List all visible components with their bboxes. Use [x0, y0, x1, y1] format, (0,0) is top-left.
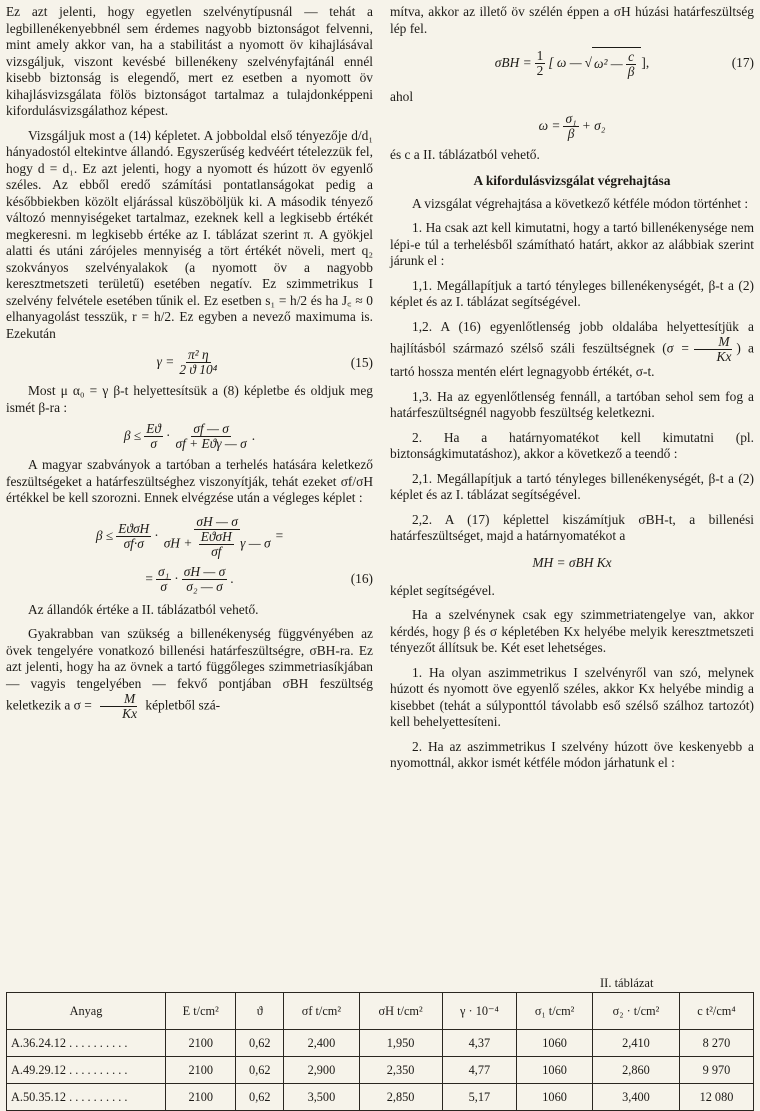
- eqb-f1-numerator: Eϑ: [146, 421, 161, 436]
- table-header-cell: σf t/cm²: [284, 993, 359, 1030]
- eq15-lhs: γ =: [156, 354, 175, 370]
- table-cell: 12 080: [679, 1084, 753, 1111]
- eqb-f2-denominator: σf + Eϑγ — σ: [175, 436, 247, 451]
- equation-16: [6, 515, 373, 559]
- eqb-f2-numerator: σf — σ: [193, 421, 229, 436]
- table-cell: 2,900: [284, 1057, 359, 1084]
- p6-sigma: σ =: [666, 340, 690, 356]
- table-cell: 2100: [166, 1057, 236, 1084]
- eq17-c-numerator: c: [628, 49, 635, 64]
- table-cell: 2,860: [592, 1057, 679, 1084]
- table-cell: 5,17: [442, 1084, 517, 1111]
- table-cell-material: A.36.24.12 . . . . . . . . . .: [7, 1030, 166, 1057]
- right-paragraph-12: Ha a szelvénynek csak egy szimmetriatengelye van, akkor kérdés, hogy β és σ képletében Kx helyébe melyik keresztmetszeti tényezőt állítsuk be. Két eset lehetséges.: [390, 607, 754, 655]
- eq16-f1-denominator: σf·σ: [123, 536, 144, 551]
- eq17-half: [535, 49, 546, 78]
- p6-fraction-numerator: M: [100, 692, 137, 707]
- eq17-bracket-close: ],: [641, 54, 650, 70]
- table-header-row: [7, 993, 754, 1030]
- left-paragraph-1: Ez azt jelenti, hogy egyetlen szelvénytípusnál — tehát a legbillenékenyebbnél sem érdemes nagyobb biztonságot felvenni, mint amely akkor van, ha a stabilitást a nyomott öv kihajlásával vizsgáljuk, viszont kevésbé billenékeny szelvényfajtánál ennél kisebb biztonság is elegendő, mert ez esetben a nyomott öv kihajlásvizsgálata fölös biztonságot tartalmaz a tulajdonképpeni kifordulásvizsgálathoz képest.: [6, 4, 373, 118]
- table-header-cell: σ₂ · t/cm²: [592, 993, 679, 1030]
- right-paragraph-2: és c a II. táblázatból vehető.: [390, 146, 540, 162]
- eq17-root: ω² —: [593, 56, 623, 72]
- p6-fraction-denominator: Kx: [122, 706, 138, 721]
- left-paragraph-3: Most μ α₀ = γ β-t helyettesítsük a (8) képletbe és oldjuk meg ismét β-ra :: [6, 383, 373, 415]
- eq17-lhs: σBH =: [494, 54, 532, 70]
- table-header-cell: γ · 10⁻⁴: [442, 993, 517, 1030]
- section-title: A kifordulásvizsgálat végrehajtása: [473, 173, 671, 188]
- eq16-f2-numerator: σH — σ: [196, 513, 238, 529]
- table-cell: 0,62: [236, 1084, 284, 1111]
- table-cell: 4,77: [442, 1057, 517, 1084]
- eq16b-dot: ·: [174, 570, 179, 586]
- right-paragraph-7: 1,3. Ha az egyenlőtlenség fennáll, a tartóban sehol sem fog a határfeszültségnél nagyobb feszültség keletkezni.: [390, 388, 754, 420]
- eq16-equals: =: [275, 528, 284, 544]
- eq16b-f2-numerator: σH — σ: [183, 563, 226, 579]
- right-column: [390, 4, 754, 772]
- table-cell: 2,350: [359, 1057, 442, 1084]
- table-cell: 2100: [166, 1030, 236, 1057]
- eq16-label: (16): [350, 570, 373, 586]
- eqb-f1-denominator: σ: [150, 436, 157, 451]
- eq17-sqrt-icon: √: [584, 54, 592, 70]
- eq16-inner-fraction: [199, 530, 234, 559]
- eq16-f2-den-a: σH +: [163, 535, 193, 551]
- eq-mh: MH = σBH Kx: [532, 555, 612, 571]
- right-paragraph-11: képlet segítségével.: [390, 582, 495, 598]
- left-paragraph-6-text: Gyakrabban van szükség a billenékenység függvényében az övek tengelyére vonatkozó billenési határfeszültségre, σBH-ra. Ez azt jelenti, hogy ha az övnek a tartó függőleges szimmetriasíkjában — vagyis tengelyében — fekvő pontjában σBH feszültség keletkezik a σ =: [6, 626, 373, 713]
- left-paragraph-6-end: képletből szá-: [145, 697, 221, 713]
- eq16b-f1-numerator: σ₁: [157, 563, 170, 579]
- right-paragraph-14: 2. Ha az aszimmetrikus I szelvény húzott öve keskenyebb a nyomottnál, akkor ismét kétféle módon járhatunk el :: [390, 738, 754, 770]
- eq16-inner-denominator: σf: [211, 543, 222, 559]
- eq16-f1-numerator: EϑσH: [118, 521, 150, 536]
- right-paragraph-10: 2,2. A (17) képlettel kiszámítjuk σBH-t, a billenési határfeszültséget, majd a határnyomatékot a: [390, 511, 754, 543]
- eq16-inner-numerator: EϑσH: [200, 528, 232, 544]
- table-cell: 0,62: [236, 1057, 284, 1084]
- right-ahol: ahol: [390, 89, 414, 104]
- table-cell: 1,950: [359, 1030, 442, 1057]
- table-cell: 1060: [517, 1084, 593, 1111]
- right-paragraph-1: mítva, akkor az illető öv szélén éppen a σH húzási határfeszültség lép fel.: [390, 4, 754, 36]
- right-paragraph-6a: 1,2. A (16) egyenlőtlenség jobb oldalába helyettesítjük a hajlításból származó szélső száli feszültségnek: [390, 318, 754, 356]
- eq16b-fraction-1: [156, 565, 171, 594]
- eq17-c-fraction: [626, 50, 637, 79]
- eq15-denominator: 2 ϑ 10⁴: [179, 362, 218, 377]
- eqb-fraction-1: [144, 422, 163, 451]
- p6-right-denominator: Kx: [716, 349, 732, 364]
- equation-omega: [390, 112, 754, 141]
- eq16b-f1-denominator: σ: [160, 578, 167, 594]
- eq15-label: (15): [350, 354, 373, 370]
- table-cell: 3,400: [592, 1084, 679, 1111]
- eq17-c-denominator: β: [627, 64, 635, 79]
- eq16b-lhs: =: [145, 570, 153, 586]
- eq17-radicand: [592, 47, 641, 79]
- eq16b-f2-denominator: σ₂ — σ: [186, 578, 223, 594]
- eq17-half-numerator: 1: [536, 47, 544, 63]
- equation-17: [390, 47, 754, 79]
- table-cell: 1060: [517, 1030, 593, 1057]
- p6-right-fraction: [693, 335, 734, 364]
- eq16b-end: .: [230, 570, 234, 586]
- constants-table: [6, 992, 754, 1111]
- table-cell: 2,400: [284, 1030, 359, 1057]
- omega-fraction: [563, 112, 578, 141]
- eq16-lhs: β ≤: [95, 528, 114, 544]
- table-cell: 1060: [517, 1057, 593, 1084]
- table-cell-material: A.50.35.12 . . . . . . . . . .: [7, 1084, 166, 1111]
- right-paragraph-6b: a tartó hossza mentén elért legnagyobb értékét, σ-t.: [390, 340, 754, 379]
- eqb-lhs: β ≤: [123, 428, 142, 444]
- omega-numerator: σ₁: [565, 110, 577, 126]
- table-header-cell: E t/cm²: [166, 993, 236, 1030]
- table-header-cell: ϑ: [236, 993, 284, 1030]
- right-paragraph-3: A vizsgálat végrehajtása a következő kétféle módon történhet :: [412, 195, 749, 211]
- omega-rest: + σ₂: [581, 117, 606, 133]
- table-header-cell: σ₁ t/cm²: [517, 993, 593, 1030]
- right-paragraph-9: 2,1. Megállapítjuk a tartó tényleges billenékenységét, β-t a (2) képlet és az I. táblázat segítségével.: [390, 470, 754, 502]
- omega-denominator: β: [567, 125, 575, 141]
- p6-fraction: [98, 692, 139, 721]
- left-paragraph-6: [6, 626, 373, 721]
- eqb-end: .: [251, 428, 256, 444]
- right-paragraph-6: [390, 319, 754, 381]
- p6-paren-close: ): [736, 340, 741, 356]
- table-cell: 8 270: [679, 1030, 753, 1057]
- equation-16-second-line: [6, 565, 373, 594]
- table-header-cell: Anyag: [7, 993, 166, 1030]
- eqb-fraction-2: [173, 422, 248, 451]
- p6-paren-open: (: [662, 340, 667, 356]
- table-row: [7, 1030, 754, 1057]
- eq17-bracket-open: [ ω —: [548, 54, 582, 70]
- table-header-cell: σH t/cm²: [359, 993, 442, 1030]
- left-paragraph-5: Az állandók értéke a II. táblázatból vehető.: [28, 601, 259, 617]
- table-row: [7, 1084, 754, 1111]
- eq16-f2-denominator: [162, 530, 273, 559]
- left-column: [6, 4, 373, 721]
- table-header-cell: c t²/cm⁴: [679, 993, 753, 1030]
- equation-15: [6, 348, 373, 377]
- table-cell: 4,37: [442, 1030, 517, 1057]
- left-paragraph-4: A magyar szabványok a tartóban a terhelés hatására keletkező feszültségeket a határfeszültséghez viszonyítják, tehát ezeket σf/σH értékkel be kell szorozni. Ennek elvégzése után a végleges képlet :: [6, 457, 373, 505]
- right-paragraph-8: 2. Ha a határnyomatékot kell kimutatni (pl. biztonságkimutatáshoz), akkor a következő a teendő :: [390, 429, 754, 461]
- eq15-fraction: [177, 348, 219, 377]
- table-cell: 0,62: [236, 1030, 284, 1057]
- eq16b-fraction-2: [182, 565, 227, 594]
- table-cell: 3,500: [284, 1084, 359, 1111]
- right-paragraph-4: 1. Ha csak azt kell kimutatni, hogy a tartó billenékenysége nem lépi-e túl a terhelésből számítható határt, akkor az alábbiak szerint járunk el :: [390, 220, 754, 268]
- p6-right-numerator: M: [694, 335, 731, 350]
- table-cell: 2,850: [359, 1084, 442, 1111]
- table-cell: 2100: [166, 1084, 236, 1111]
- table-row: [7, 1057, 754, 1084]
- eq15-numerator: π² η: [187, 347, 209, 362]
- right-paragraph-5: 1,1. Megállapítjuk a tartó tényleges billenékenységét, β-t a (2) képlet és az I. táblázat segítségével.: [390, 277, 754, 309]
- equation-mh: [390, 551, 754, 577]
- eq16-fraction-2: [162, 515, 273, 559]
- table-cell: 9 970: [679, 1057, 753, 1084]
- eqb-dot: ·: [166, 428, 171, 444]
- equation-beta: [6, 422, 373, 451]
- right-paragraph-13: 1. Ha olyan aszimmetrikus I szelvényről van szó, melynek húzott és nyomott öve egyenlő széles, akkor Kx helyébe mindig a kisebbet (tehát a súlyponttól távolabb eső szélső szálhoz tartozót) kell behelyettesíteni.: [390, 664, 754, 729]
- eq16-dot: ·: [154, 528, 159, 544]
- eq16-f2-den-b: γ — σ: [240, 535, 271, 551]
- table-title: II. táblázat: [600, 976, 654, 990]
- eq17-label: (17): [731, 54, 754, 70]
- table-cell: 2,410: [592, 1030, 679, 1057]
- left-paragraph-2: Vizsgáljuk most a (14) képletet. A jobboldal első tényezője d/d₁ hányadostól eltekintve állandó. Egyszerűség kedvéért tételezzük fel, hogy d = d₁. Ez azt jelenti, hogy a nyomott és húzott öv egyenlő széles. Az ebből eredő számítási pontatlanságokat pedig a későbbiekben közölt eljárással küszöböljük ki. A második tényező változó mennyiségeket tartalmaz, ezeknek kell a legkisebb értékét megkeresni. m legkisebb értéke az I. táblázat szerint π. A gyökjel alatti és utáni zárójeles mennyiség a tört értékét növeli, mert q₂ szokványos szelvényalakok (a nyomott öv a nagyobb keresztmetszeti területű) esetében negatív. Ez szimmetrikus I szelvény felvétele esetében tűnik el. Ez esetben s₁ = h/2 és ha J꜀ ≈ 0 elhanyagolást tesszük, r = h/2. Ez egyben a nevező maximuma is. Ezekután: [6, 127, 373, 341]
- eq16-fraction-1: [116, 522, 151, 551]
- eq17-half-denominator: 2: [536, 62, 544, 78]
- omega-lhs: ω =: [538, 117, 561, 133]
- table-cell-material: A.49.29.12 . . . . . . . . . .: [7, 1057, 166, 1084]
